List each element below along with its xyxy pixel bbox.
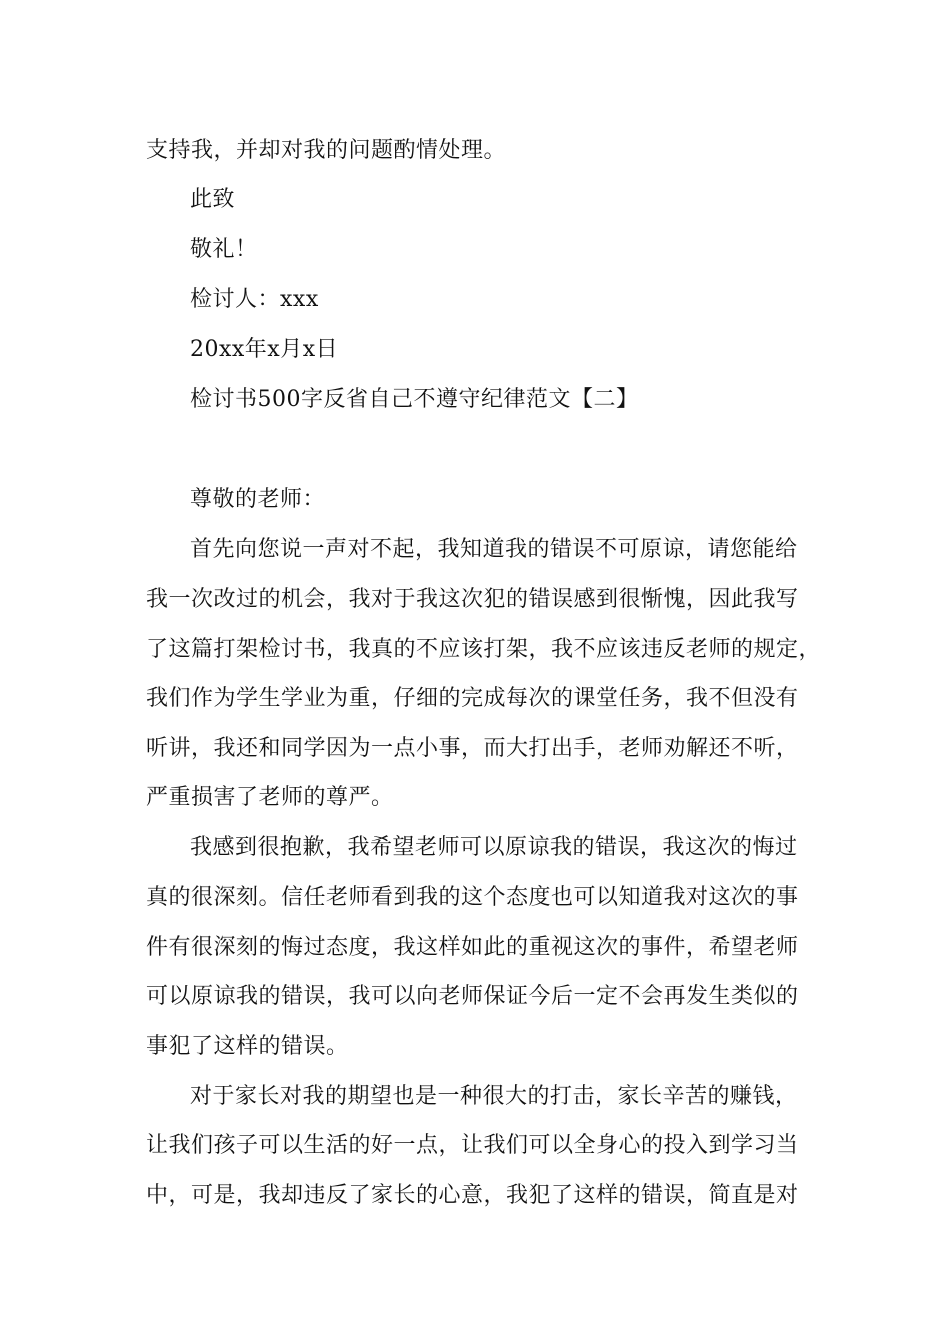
greeting-line: 尊敬的老师： xyxy=(190,487,326,512)
paragraph-line: 事犯了这样的错误。 xyxy=(146,1034,349,1059)
paragraph-line: 中，可是，我却违反了家长的心意，我犯了这样的错误，简直是对 xyxy=(146,1183,799,1208)
paragraph-line: 我们作为学生学业为重，仔细的完成每次的课堂任务，我不但没有 xyxy=(146,686,799,711)
paragraph-line: 真的很深刻。信任老师看到我的这个态度也可以知道我对这次的事 xyxy=(146,885,799,910)
paragraph-line: 我一次改过的机会，我对于我这次犯的错误感到很惭愧，因此我写 xyxy=(146,587,799,612)
section-title: 检讨书500字反省自己不遵守纪律范文【二】 xyxy=(190,387,639,412)
paragraph-line: 对于家长对我的期望也是一种很大的打击，家长辛苦的赚钱， xyxy=(190,1084,798,1109)
date-line: 20xx年x月x日 xyxy=(190,337,339,362)
salutation-line: 此致 xyxy=(190,187,236,212)
closing-line: 敬礼！ xyxy=(190,237,258,262)
paragraph-line: 让我们孩子可以生活的好一点，让我们可以全身心的投入到学习当 xyxy=(146,1133,799,1158)
paragraph-line: 听讲，我还和同学因为一点小事，而大打出手，老师劝解还不听， xyxy=(146,736,799,761)
text-line: 支持我，并却对我的问题酌情处理。 xyxy=(146,138,507,163)
signature-line: 检讨人：xxx xyxy=(190,287,319,312)
paragraph-line: 可以原谅我的错误，我可以向老师保证今后一定不会再发生类似的 xyxy=(146,984,799,1009)
paragraph-line: 严重损害了老师的尊严。 xyxy=(146,785,394,810)
paragraph-line: 了这篇打架检讨书，我真的不应该打架，我不应该违反老师的规定， xyxy=(146,637,822,662)
paragraph-line: 首先向您说一声对不起，我知道我的错误不可原谅，请您能给 xyxy=(190,537,798,562)
paragraph-line: 件有很深刻的悔过态度，我这样如此的重视这次的事件，希望老师 xyxy=(146,935,799,960)
paragraph-line: 我感到很抱歉，我希望老师可以原谅我的错误，我这次的悔过 xyxy=(190,835,798,860)
